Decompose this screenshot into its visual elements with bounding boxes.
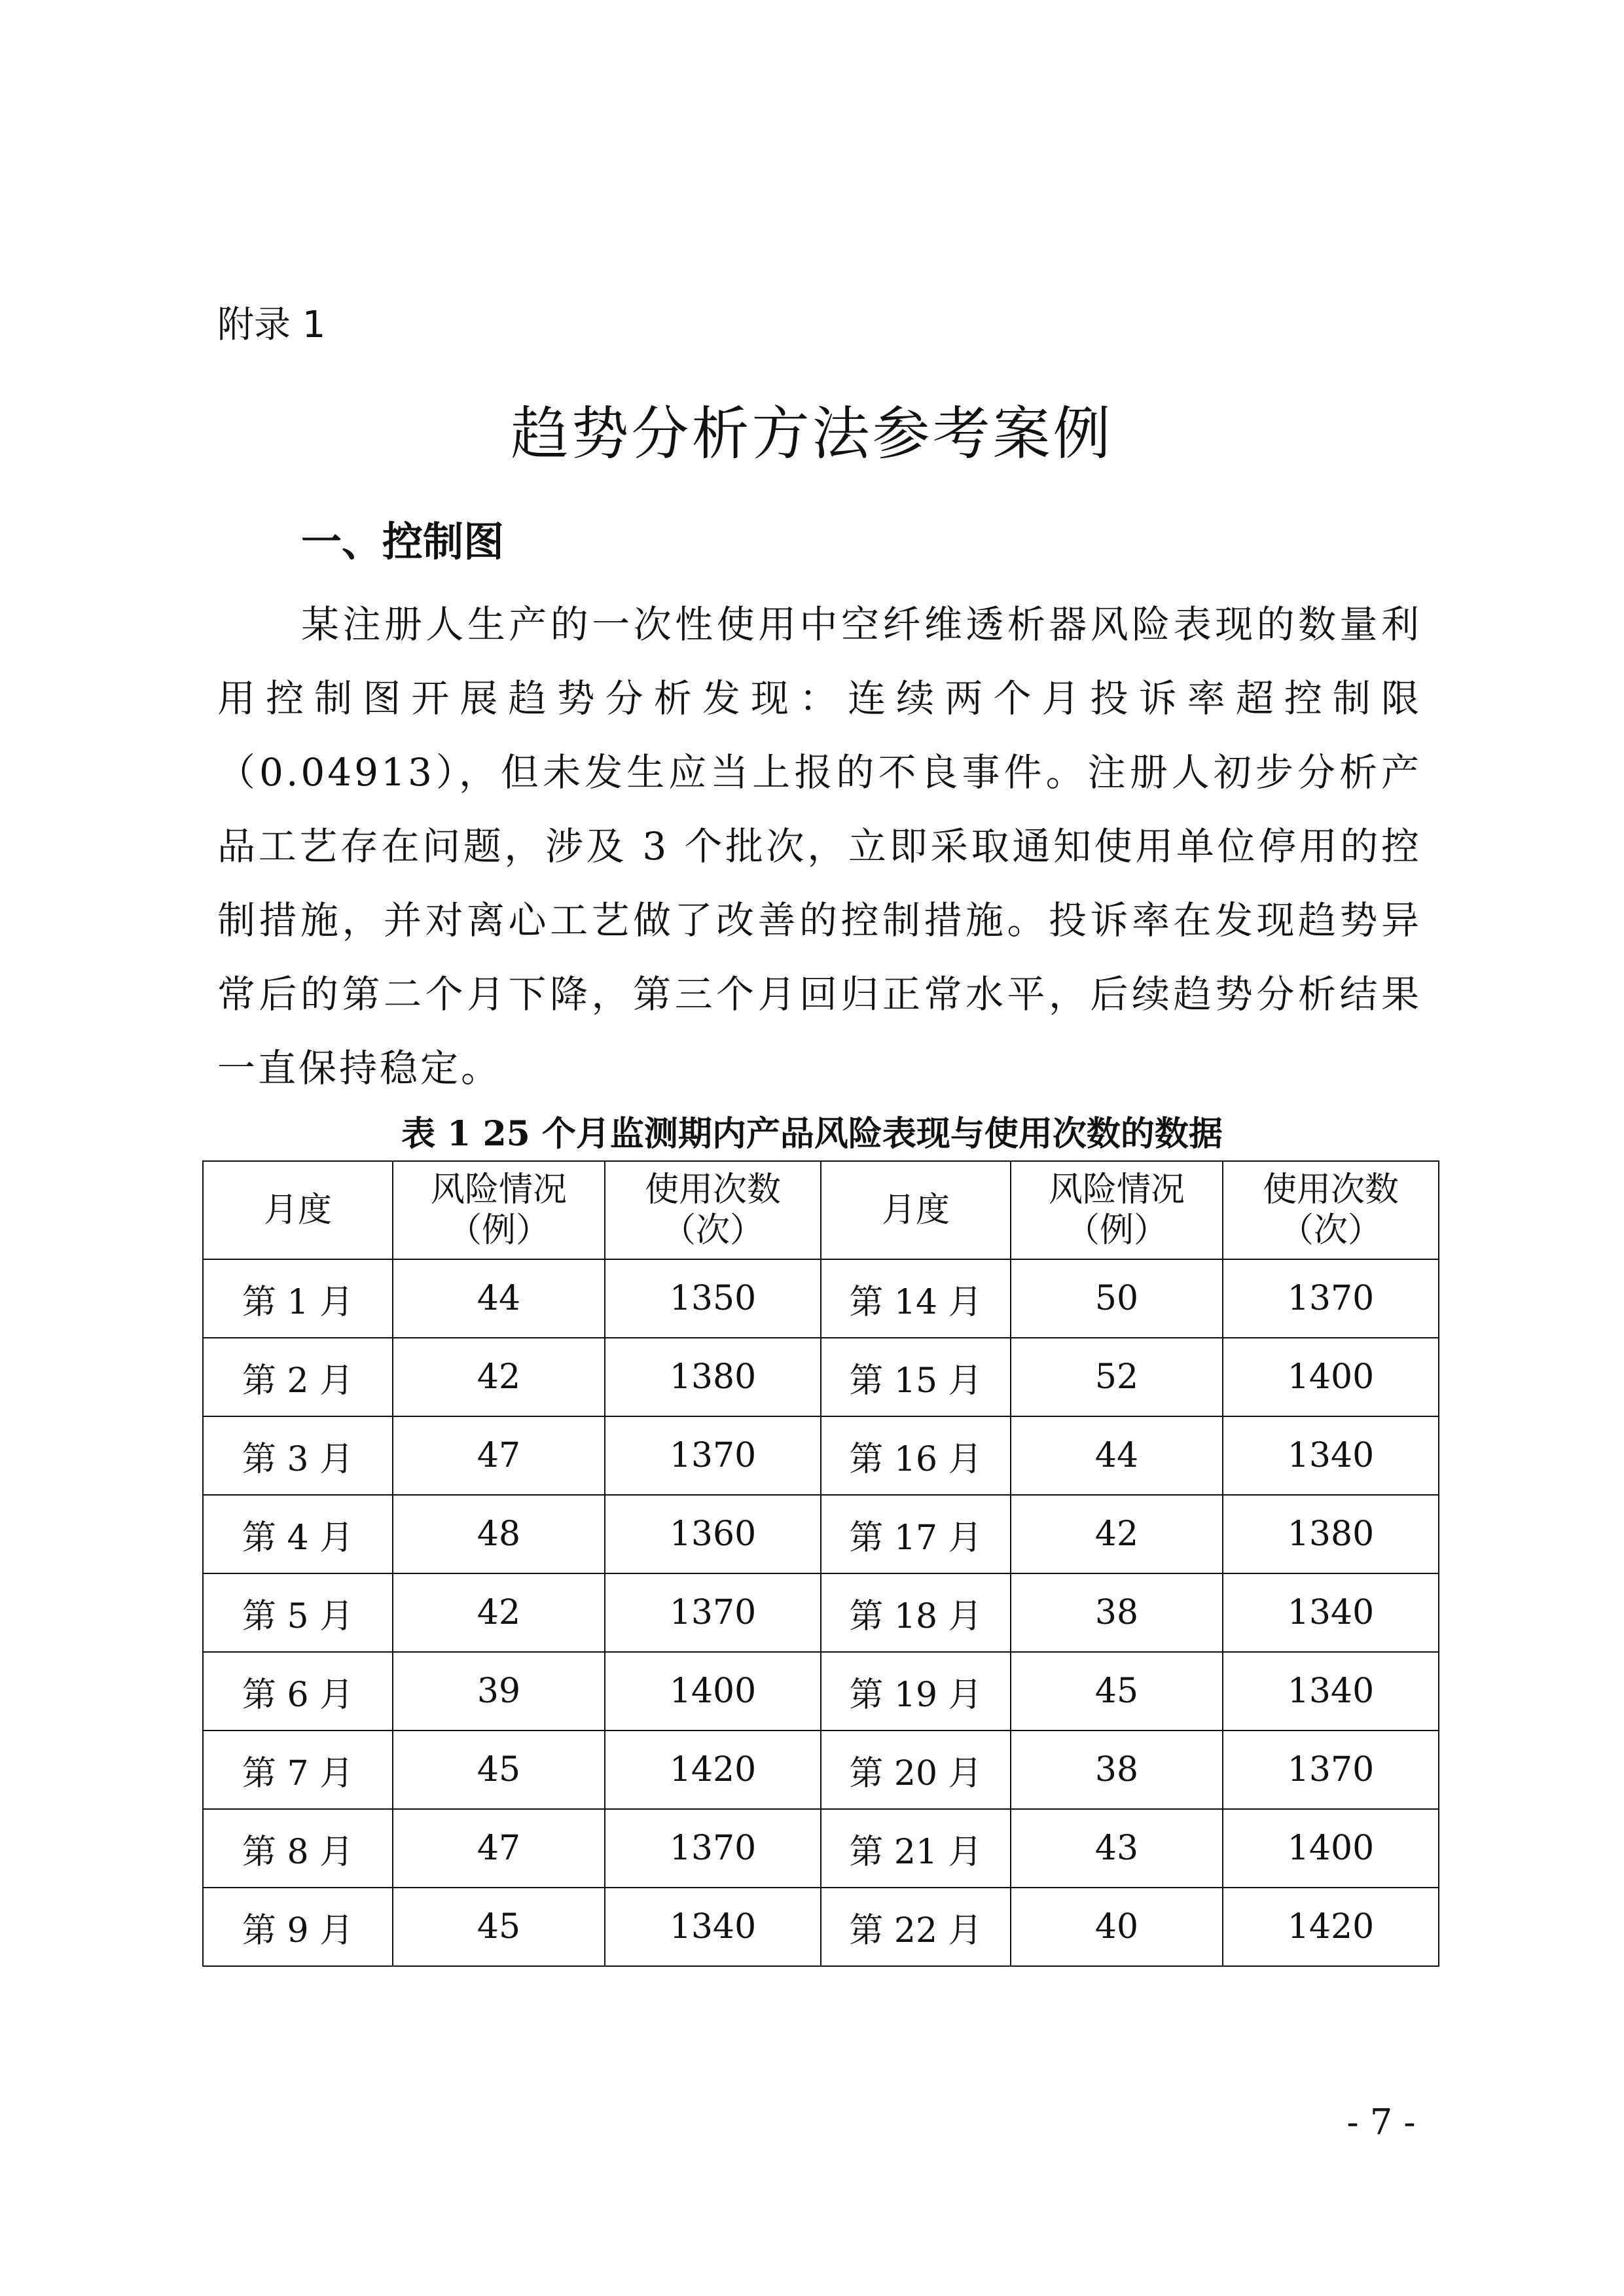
cell-month: 第 16 月 <box>821 1416 1011 1495</box>
cell-risk: 50 <box>1011 1259 1223 1338</box>
cell-month: 第 14 月 <box>821 1259 1011 1338</box>
table-row <box>203 1416 1439 1495</box>
cell-month: 第 17 月 <box>821 1495 1011 1573</box>
header-use-label: 使用次数 <box>644 1170 781 1210</box>
header-month-label: 月度 <box>881 1191 950 1230</box>
cell-month: 第 1 月 <box>203 1259 393 1338</box>
cell-use: 1400 <box>1223 1809 1439 1888</box>
table-row <box>203 1888 1439 1966</box>
cell-month: 第 18 月 <box>821 1573 1011 1652</box>
header-risk-unit: （例） <box>447 1211 550 1250</box>
cell-risk: 44 <box>393 1259 605 1338</box>
header-use-unit: （次） <box>661 1211 764 1250</box>
cell-risk: 42 <box>1011 1495 1223 1573</box>
cell-risk: 47 <box>393 1416 605 1495</box>
cell-month: 第 19 月 <box>821 1652 1011 1731</box>
table-row <box>203 1495 1439 1573</box>
cell-month: 第 21 月 <box>821 1809 1011 1888</box>
cell-month: 第 20 月 <box>821 1731 1011 1809</box>
header-use <box>605 1161 821 1259</box>
header-use <box>1223 1161 1439 1259</box>
cell-risk: 42 <box>393 1338 605 1416</box>
cell-use: 1370 <box>1223 1731 1439 1809</box>
header-risk-unit: （例） <box>1065 1211 1168 1250</box>
cell-month: 第 3 月 <box>203 1416 393 1495</box>
cell-month: 第 5 月 <box>203 1573 393 1652</box>
table-row <box>203 1731 1439 1809</box>
table-caption: 表 1 25 个月监测期内产品风险表现与使用次数的数据 <box>401 1114 1223 1154</box>
section-heading: 一、控制图 <box>301 518 505 565</box>
monitoring-data-table <box>202 1160 1439 1967</box>
cell-use: 1370 <box>605 1573 821 1652</box>
cell-use: 1340 <box>1223 1416 1439 1495</box>
body-paragraph: 某注册人生产的一次性使用中空纤维透析器风险表现的数量利用控制图开展趋势分析发现：连续两个月投诉率超控制限（0.04913），但未发生应当上报的不良事件。注册人初步分析产品工艺存在问题，涉及 3 个批次，立即采取通知使用单位停用的控制措施，并对离心工艺做了改善的控制措施。投诉率在发现趋势异常后的第二个月下降，第三个月回归正常水平，后续趋势分析结果一直保持稳定。 <box>217 602 1422 1090</box>
cell-risk: 45 <box>1011 1652 1223 1731</box>
table-row <box>203 1259 1439 1338</box>
cell-risk: 38 <box>1011 1573 1223 1652</box>
table-row <box>203 1573 1439 1652</box>
cell-risk: 45 <box>393 1888 605 1966</box>
cell-use: 1370 <box>605 1416 821 1495</box>
cell-use: 1380 <box>1223 1495 1439 1573</box>
cell-risk: 40 <box>1011 1888 1223 1966</box>
document-title: 趋势分析方法参考案例 <box>511 400 1113 467</box>
cell-use: 1380 <box>605 1338 821 1416</box>
cell-use: 1340 <box>605 1888 821 1966</box>
table-row <box>203 1809 1439 1888</box>
cell-use: 1370 <box>1223 1259 1439 1338</box>
table-header-row <box>203 1161 1439 1259</box>
cell-risk: 44 <box>1011 1416 1223 1495</box>
header-month <box>821 1161 1011 1259</box>
header-risk-label: 风险情况 <box>430 1170 567 1210</box>
cell-month: 第 8 月 <box>203 1809 393 1888</box>
cell-use: 1360 <box>605 1495 821 1573</box>
header-risk <box>1011 1161 1223 1259</box>
cell-risk: 47 <box>393 1809 605 1888</box>
cell-risk: 42 <box>393 1573 605 1652</box>
cell-month: 第 6 月 <box>203 1652 393 1731</box>
header-risk-label: 风险情况 <box>1048 1170 1185 1210</box>
header-use-unit: （次） <box>1279 1211 1382 1250</box>
cell-month: 第 15 月 <box>821 1338 1011 1416</box>
table-row <box>203 1652 1439 1731</box>
header-month-label: 月度 <box>263 1191 332 1230</box>
cell-risk: 39 <box>393 1652 605 1731</box>
cell-use: 1340 <box>1223 1652 1439 1731</box>
header-risk <box>393 1161 605 1259</box>
cell-use: 1420 <box>605 1731 821 1809</box>
cell-risk: 52 <box>1011 1338 1223 1416</box>
cell-use: 1420 <box>1223 1888 1439 1966</box>
header-month <box>203 1161 393 1259</box>
cell-use: 1370 <box>605 1809 821 1888</box>
cell-risk: 48 <box>393 1495 605 1573</box>
cell-month: 第 9 月 <box>203 1888 393 1966</box>
page-number: - 7 - <box>1346 2102 1416 2143</box>
cell-month: 第 22 月 <box>821 1888 1011 1966</box>
cell-risk: 45 <box>393 1731 605 1809</box>
cell-use: 1400 <box>605 1652 821 1731</box>
cell-risk: 38 <box>1011 1731 1223 1809</box>
appendix-label: 附录 1 <box>217 304 326 346</box>
cell-use: 1350 <box>605 1259 821 1338</box>
header-use-label: 使用次数 <box>1262 1170 1399 1210</box>
cell-use: 1340 <box>1223 1573 1439 1652</box>
cell-risk: 43 <box>1011 1809 1223 1888</box>
cell-month: 第 4 月 <box>203 1495 393 1573</box>
cell-use: 1400 <box>1223 1338 1439 1416</box>
table-row <box>203 1338 1439 1416</box>
cell-month: 第 2 月 <box>203 1338 393 1416</box>
cell-month: 第 7 月 <box>203 1731 393 1809</box>
